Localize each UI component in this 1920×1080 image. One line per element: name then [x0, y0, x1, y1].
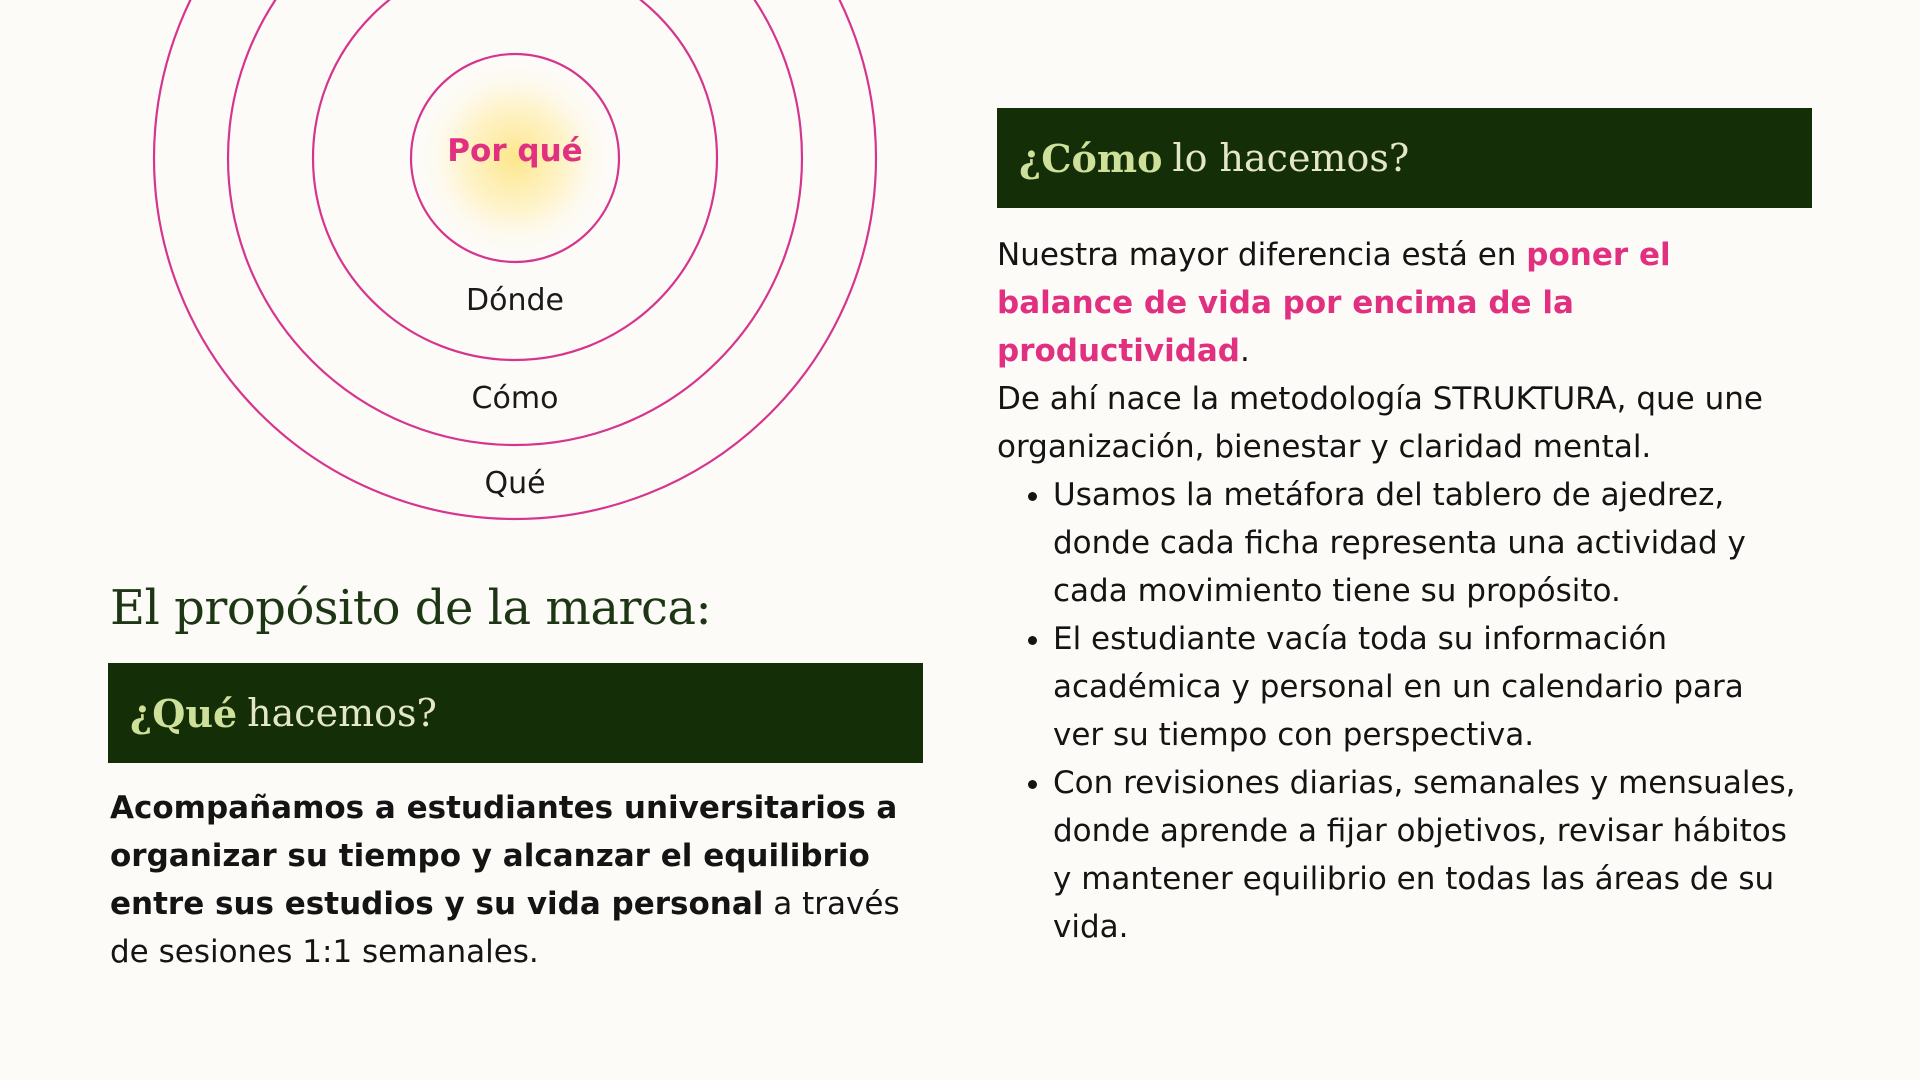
how-intro-highlight: poner el balance de vida por encima de la productividad [997, 237, 1671, 369]
purpose-description-rest: a través de sesiones 1:1 semanales. [110, 886, 900, 970]
ring-label-donde: Dónde [466, 283, 564, 318]
banner-strong: ¿Qué [130, 690, 238, 736]
bullet-item: • Con revisiones diarias, semanales y mensuales, donde aprende a fijar objetivos, revisar hábitos y mantener equilibrio en todas las áreas de su vida. [1053, 759, 1797, 951]
how-intro-plain: Nuestra mayor diferencia está en [997, 237, 1527, 273]
purpose-description [110, 784, 910, 976]
core-label: Por qué [447, 133, 583, 169]
method-paragraph: De ahí nace la metodología STRUKTURA, que une organización, bienestar y claridad mental. [997, 381, 1763, 465]
purpose-description-strong: Acompañamos a estudiantes universitarios a organizar su tiempo y alcanzar el equilibrio entre sus estudios y su vida personal [110, 790, 898, 922]
purpose-title: El propósito de la marca: [110, 580, 712, 636]
method-bullets [997, 471, 1797, 951]
how-method [997, 375, 1797, 951]
ring-label-como: Cómo [471, 381, 559, 416]
banner-strong: ¿Cómo [1019, 135, 1163, 181]
bullet-item: • El estudiante vacía toda su información académica y personal en un calendario para ver su tiempo con perspectiva. [1053, 615, 1797, 759]
que-hacemos-banner [108, 663, 923, 763]
how-intro-end: . [1240, 333, 1250, 369]
bullet-item: • Usamos la metáfora del tablero de ajedrez, donde cada ficha representa una actividad y cada movimiento tiene su propósito. [1053, 471, 1797, 615]
banner-rest: hacemos? [247, 691, 437, 735]
how-intro [997, 231, 1787, 375]
ring-label-que: Qué [484, 466, 546, 501]
como-hacemos-banner [997, 108, 1812, 208]
banner-rest: lo hacemos? [1172, 136, 1410, 180]
